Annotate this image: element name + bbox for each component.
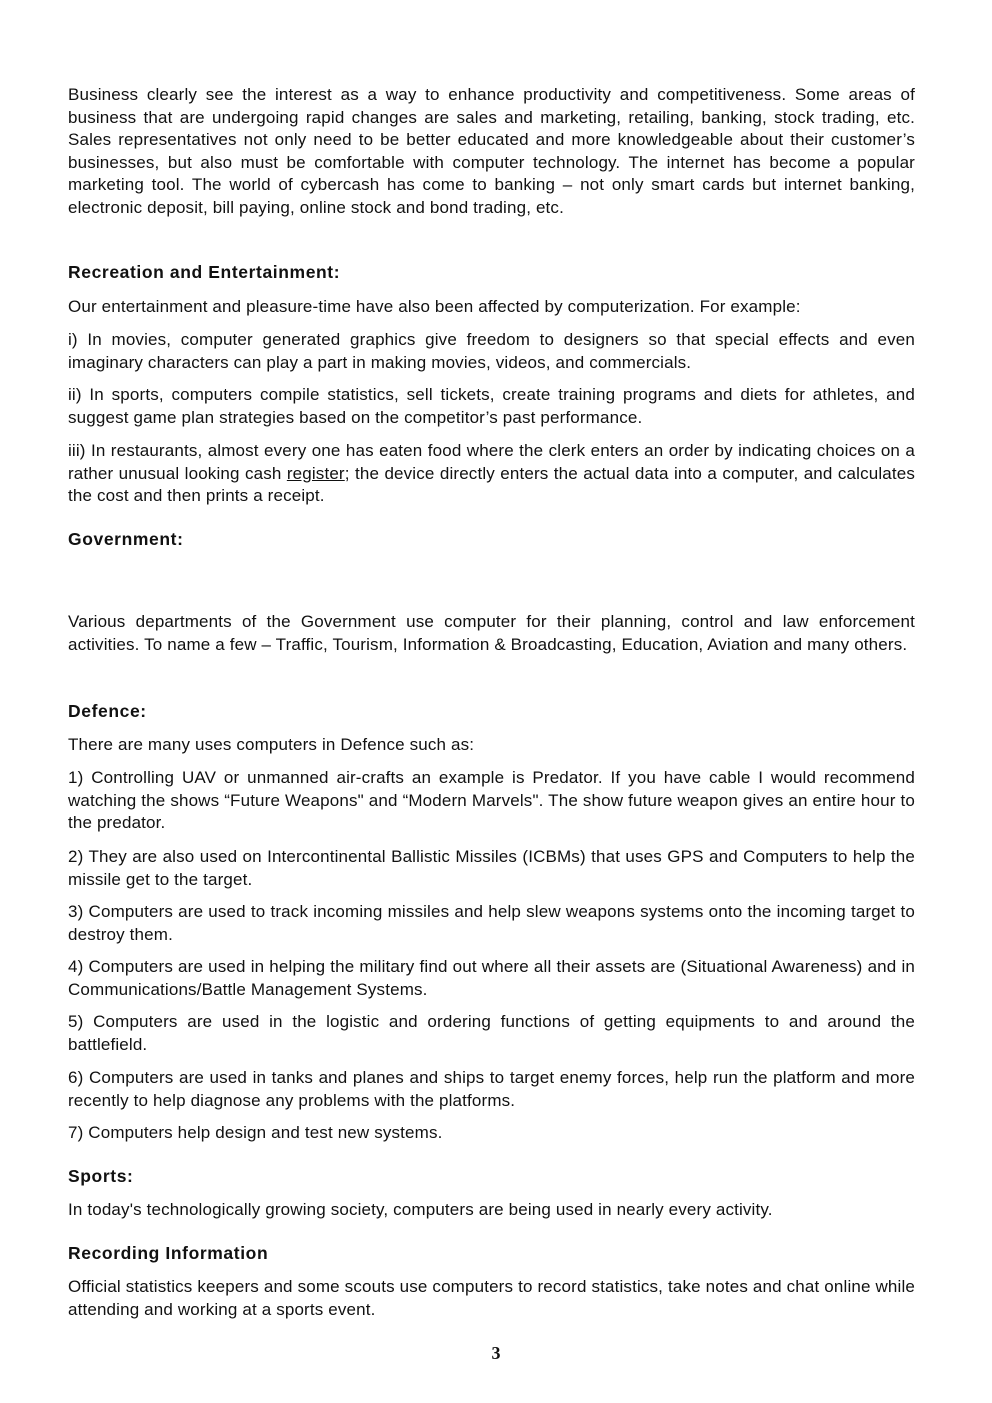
recreation-intro: Our entertainment and pleasure-time have also been affected by computerization. For example: [68, 297, 801, 316]
heading-defence: Defence: [68, 701, 147, 721]
government-text: Various departments of the Government use computer for their planning, control and law enforcement activities. To name a few – Traffic, Tourism, Information & Broadcasting, Education, Aviation and many others. [68, 612, 915, 654]
register-link[interactable]: register [286, 463, 345, 483]
sports-text: In today's technologically growing society, computers are being used in nearly every activity. [68, 1200, 773, 1219]
page-number: 3 [491, 1343, 501, 1363]
defence-item: 2) They are also used on Intercontinental Ballistic Missiles (ICBMs) that uses GPS and Computers to help the missile get to the target. [68, 847, 915, 889]
defence-item: 7) Computers help design and test new systems. [68, 1123, 443, 1142]
defence-item: 6) Computers are used in tanks and planes and ships to target enemy forces, help run the platform and more recently to help diagnose any problems with the platforms. [68, 1068, 915, 1110]
defence-intro: There are many uses computers in Defence such as: [68, 735, 475, 754]
restaurants-text-1: iii) In restaurants, almost every one has eaten food where the clerk enters an order by indicating choices on a rather unusual looking cash [68, 441, 915, 483]
defence-item: 5) Computers are used in the logistic and ordering functions of getting equipments to and around the battlefield. [68, 1012, 915, 1054]
defence-item: 3) Computers are used to track incoming missiles and help slew weapons systems onto the incoming target to destroy them. [68, 902, 915, 944]
defence-item: 4) Computers are used in helping the military find out where all their assets are (Situational Awareness) and in Communications/Battle Management Systems. [68, 957, 915, 999]
recreation-restaurants [68, 440, 915, 508]
intro-paragraph: Business clearly see the interest as a way to enhance productivity and competitiveness. Some areas of business that are undergoing rapid changes are sales and marketing, retailing, banking, stock trading, etc. Sales representatives not only need to be better educated and more knowledgeable about their customer’s businesses, but also must be comfortable with computer technology. The internet has become a popular marketing tool. The world of cybercash has come to banking – not only smart cards but internet banking, electronic deposit, bill paying, online stock and bond trading, etc. [68, 85, 915, 217]
heading-government: Government: [68, 529, 184, 549]
heading-recreation: Recreation and Entertainment: [68, 262, 341, 282]
heading-sports: Sports: [68, 1166, 134, 1186]
defence-item: 1) Controlling UAV or unmanned air-crafts an example is Predator. If you have cable I would recommend watching the shows “Future Weapons" and “Modern Marvels". The show future weapon gives an entire hour to the predator. [68, 768, 915, 833]
recreation-sports: ii) In sports, computers compile statistics, sell tickets, create training programs and diets for athletes, and suggest game plan strategies based on the competitor’s past performance. [68, 385, 915, 427]
recording-text: Official statistics keepers and some scouts use computers to record statistics, take notes and chat online while attending and working at a sports event. [68, 1277, 915, 1319]
recreation-movies: i) In movies, computer generated graphics give freedom to designers so that special effects and even imaginary characters can play a part in making movies, videos, and commercials. [68, 330, 915, 372]
restaurants-text-2: ; the device directly enters the actual data into a computer, and calculates the cost and then prints a receipt. [68, 463, 915, 506]
heading-recording: Recording Information [68, 1243, 269, 1263]
